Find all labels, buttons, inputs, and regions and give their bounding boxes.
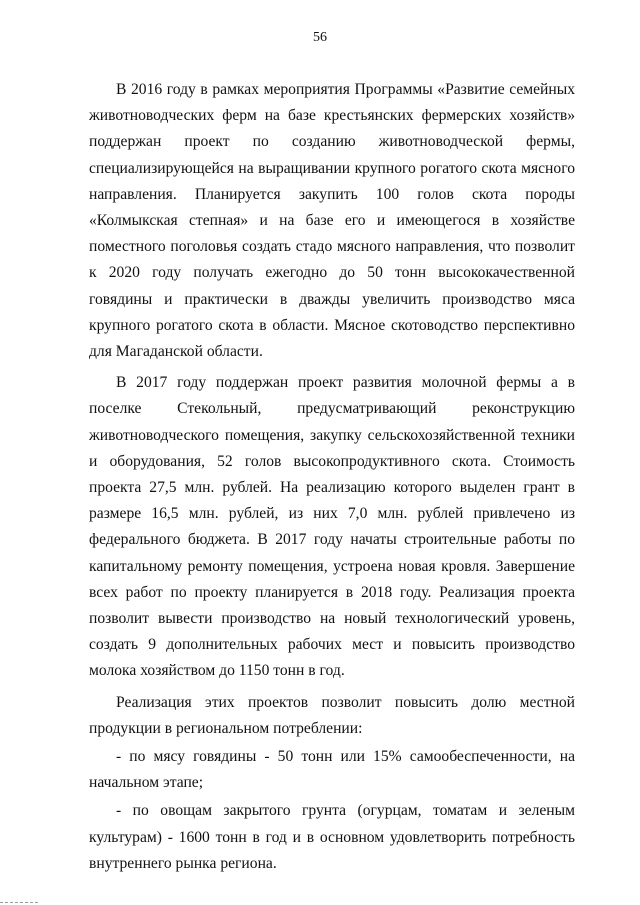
page-number: 56 <box>313 30 327 45</box>
document-body <box>89 77 575 877</box>
list-item-vegetables: - по овощам закрытого грунта (огурцам, томатам и зеленым культурам) - 1600 тонн в год и в основном удовлетворить потребность внутреннего рынка региона. <box>89 802 575 872</box>
paragraph-projects-outcome: Реализация этих проектов позволит повысить долю местной продукции в региональном потреблении: <box>89 693 575 737</box>
scan-edge-mark <box>0 902 38 903</box>
paragraph-2016-project: В 2016 году в рамках мероприятия Программы «Развитие семейных животноводческих ферм на базе крестьянских фермерских хозяйств» поддержан проект по созданию животноводческой фермы, специализирующейся на выращивании крупного рогатого скота мясного направления. Планируется закупить 100 голов скота породы «Колмыкская степная» и на базе его и имеющегося в хозяйстве поместного поголовья создать стадо мясного направления, что позволит к 2020 году получать ежегодно до 50 тонн высококачественной говядины и практически в дважды увеличить производство мяса крупного рогатого скота в области. Мясное скотоводство перспективно для Магаданской области. <box>89 81 575 361</box>
paragraph-2017-project: В 2017 году поддержан проект развития молочной фермы а в поселке Стекольный, предусматривающий реконструкцию животноводческого помещения, закупку сельскохозяйственной техники и оборудования, 52 голов высокопродуктивного скота. Стоимость проекта 27,5 млн. рублей. На реализацию которого выделен грант в размере 16,5 млн. рублей, из них 7,0 млн. рублей привлечено из федерального бюджета. В 2017 году начаты строительные работы по капитальному ремонту помещения, устроена новая кровля. Завершение всех работ по проекту планируется в 2018 году. Реализация проекта позволит вывести производство на новый технологический уровень, создать 9 дополнительных рабочих мест и повысить производство молока хозяйством до 1150 тонн в год. <box>89 374 575 680</box>
list-item-beef: - по мясу говядины - 50 тонн или 15% самообеспеченности, на начальном этапе; <box>89 748 575 792</box>
